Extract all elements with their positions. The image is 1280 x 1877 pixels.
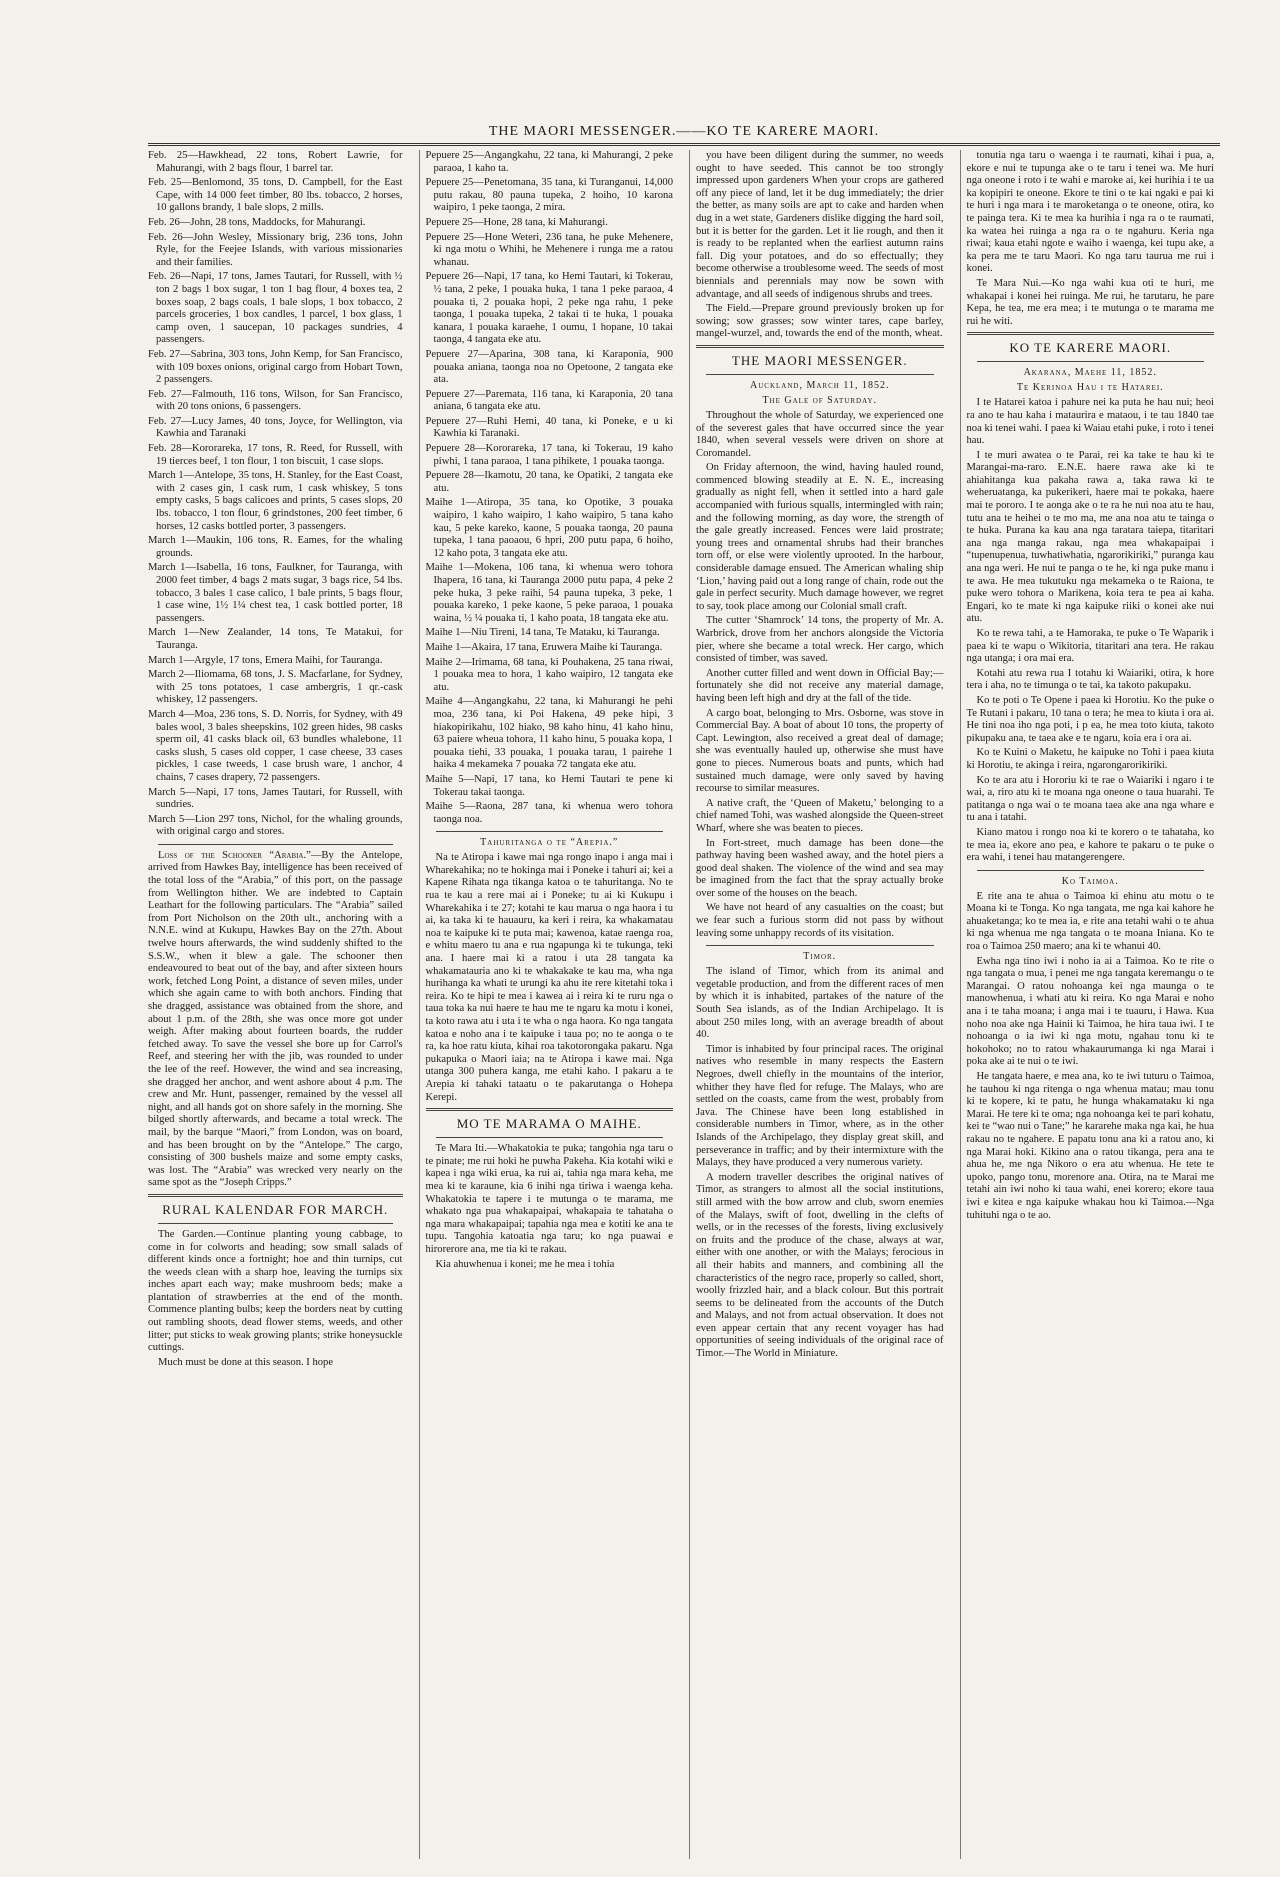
- kerinoa-article-paragraph: I te Hatarei katoa i pahure nei ka puta he hau nui; heoi ra ano te hau kaha i mataurira e mataou, i te tau 1840 tae noa ki tenei wahi. I paea ki Waiau etahi puke, i roto i tenei hau.: [966, 397, 1214, 447]
- kerinoa-article-paragraph: Ko te Kuini o Maketu, he kaipuke no Tohi i paea kiuta ki Horotiu, te akinga i reira, ngarongarorikiriki.: [966, 747, 1214, 771]
- kerinoa-article-paragraph: Kotahi atu rewa rua I totahu ki Waiariki, otira, k hore tera i aha, no te timunga o te tai, ka takoto pakupaku.: [966, 667, 1214, 692]
- shipping-list-english-paragraph: March 1—Maukin, 106 tons, R. Eames, for the whaling grounds.: [148, 535, 403, 559]
- shipping-list-english-paragraph: Feb. 28—Kororareka, 17 tons, R. Reed, for Russell, with 19 tierces beef, 1 ton flour, 1 ton biscuit, 1 case slops.: [148, 443, 403, 467]
- shipping-list-maori-paragraph: Pepuere 28—Kororareka, 17 tana, ki Tokerau, 19 kaho piwhi, 1 tana paraoa, 1 tana pihikete, 1 pouaka taonga.: [425, 443, 673, 467]
- gale-article-paragraph: A cargo boat, belonging to Mrs. Osborne, was stove in Commercial Bay. A boat of about 10 tons, the property of Capt. Lewington, also received a great deal of damage; she was eventually hauled up, otherwise she must have gone to pieces. Numerous boats and punts, which had sustained much damage, were only saved by having recourse to similar measures.: [696, 707, 944, 795]
- calendar-heading: RURAL KALENDAR FOR MARCH.: [162, 1201, 389, 1217]
- shipping-list-maori-paragraph: Maihe 1—Atiropa, 35 tana, ko Opotike, 3 pouaka waipiro, 1 kaho waipiro, 1 kaho waipiro, 5 tana kaho kau, 5 peke kareko, kaone, 5 pouaka taonga, 20 pauna tupeka, 1 tana paoaou, 6 hpri, 200 putu papa, 6 hoiho, 12 kaho pota, 3 tangata eke atu.: [425, 497, 673, 559]
- shipping-list-maori-paragraph: Maihe 1—Niu Tireni, 14 tana, Te Mataku, ki Tauranga.: [425, 627, 660, 639]
- masthead-english: THE MAORI MESSENGER.: [731, 352, 908, 368]
- shipping-list-english-paragraph: Feb. 26—Napi, 17 tons, James Tautari, for Russell, with ½ ton 2 bags 1 box sugar, 1 ton 1 bag flour, 4 boxes tea, 2 boxes soap, 2 bags coals, 1 bale slops, 1 box tobacco, 2 parcels groceries, 1 box candles, 1 parcel, 1 box glass, 1 camp oven, 1 saucepan, 10 packages sundries, 4 passengers.: [148, 271, 403, 346]
- timor-article-paragraph: The island of Timor, which from its animal and vegetable production, and from the different races of men by which it is inhabited, partakes of the nature of the South Sea islands, as of the Indian Archipelago. It is about 250 miles long, with an average breadth of about 40.: [696, 966, 944, 1041]
- marama-heading: MO TE MARAMA O MAIHE.: [456, 1116, 642, 1132]
- column-4: [960, 150, 1221, 1859]
- section-rule: [706, 945, 934, 946]
- timor-heading: Timor.: [803, 951, 837, 963]
- taimoa-article-paragraph: E rite ana te ahua o Taimoa ki ehinu atu motu o te Moana ki te Tonga. Ko nga tangata, me nga kai kahore he ahuaketanga; ko te mea ia, e rite ana tetahi wahi o te ahua ki nga whenua me nga tangata o te moana Iniana. Ko te roa o Taimoa 250 maero; ana ki te whanui 40.: [966, 890, 1214, 953]
- shipping-list-english-paragraph: Feb. 26—John, 28 tons, Maddocks, for Mahurangi.: [148, 216, 366, 228]
- shipping-list-maori-paragraph: Pepuere 27—Aparina, 308 tana, ki Karaponia, 900 pouaka aniana, taonga noa no Opetoone, 2 tangata eke ata.: [425, 348, 673, 386]
- section-rule: [967, 332, 1215, 335]
- gale-article-paragraph: A native craft, the ‘Queen of Maketu,’ belonging to a chief named Tohi, was washed alongside the Queen-street Wharf, where she was beaten to pieces.: [696, 797, 944, 834]
- shipping-list-english-paragraph: Feb. 27—Lucy James, 40 tons, Joyce, for Wellington, via Kawhia and Taranaki: [148, 415, 403, 440]
- maori-calendar-continued: tonutia nga taru o waenga i te raumati, kihai i pua, a, ekore e nui te tupunga ake o te taru i tenei wa. Me huri nga oneone i roto i te wahi e maroke ai, kei hurihia i te ua ka kopipiri te oneone. Ekore te tini o te kai ngaki e pai ki te huri i nga mara i te maroketanga o te oneone, otira, ko te painga tera. Ki te mea ka hurihia i nga ra o te raumati, ka watea hei ruinga a nga ra o te ngahuru. Keria nga riwai; kaua etahi ngote e waiho i waenga, kei tupu ake, a ka pera me te taru Maori. Ko nga taru taurua me rui i konei.: [966, 150, 1214, 275]
- shipping-list-english-paragraph: Feb. 25—Benlomond, 35 tons, D. Campbell, for the East Cape, with 14 000 feet timber, 80 lbs. tobacco, 2 horses, 10 gallons brandy, 1 bale slops, 2 mills.: [148, 177, 403, 214]
- marama-last-line: Kia ahuwhenua i konei; me he mea i tohia: [435, 1258, 615, 1270]
- shipping-list-maori-paragraph: Maihe 5—Napi, 17 tana, ko Hemi Tautari te pene ki Tokerau takai taonga.: [425, 773, 673, 798]
- shipping-list-maori-paragraph: Pepuere 27—Paremata, 116 tana, ki Karaponia, 20 tana aniana, 6 tangata eke atu.: [425, 388, 673, 413]
- section-rule: [696, 345, 944, 348]
- calendar-text: The Garden.—Continue planting young cabbage, to come in for colworts and heading; sow small salads of different kinds once a fortnight; hoe and thin turnips, cut the weeds clean with a sharp hoe, leaving the turnips six inches apart each way; make mushroom beds; make a plantation of strawberries at the end of the month. Commence planting bulbs; keep the borders neat by cutting out rambling shoots, dead flower stems, weeds, and other litter; put sticks to weak growing plants; strike honeysuckle cuttings.: [148, 1228, 403, 1354]
- section-rule: [977, 361, 1205, 362]
- taimoa-article-paragraph: He tangata haere, e mea ana, ko te iwi tuturu o Taimoa, he tauhou ki nga ritenga o nga whenua matau; mau tonu ki te kopere, ki te patu, he hunga whakamataku ki nga Marai. He tere ki te oma; nga nohoanga kei te pari kohatu, kei te “wao nui o Tane;” he kararehe maka nga kai, he hua rakau no te ngahere. E papatu tonu ana ki a ratou ano, ki nga Marai hoki. Kikino ana o ratou tikanga, pera ana te ahua he, me nga Nikoro o era atu whenua. He tete te upoko, pango tonu, morenore ana. Otira, na te Marai me tetahi ain iwi noho ki taua wahi, enei korero; ekore taua iwi e kitea e nga kaipuke whakau hou ki Taimoa.—Nga tuhituhi nga o te ao.: [966, 1071, 1214, 1221]
- gale-article-paragraph: In Fort-street, much damage has been done—the pathway having been washed away, and the hotel piers a good deal shaken. The violence of the wind and sea may be imagined from the fact that the spray actually broke over some of the houses on the beach.: [696, 837, 944, 899]
- gale-article: [696, 410, 944, 940]
- shipping-list-maori-paragraph: Pepuere 28—Ikamotu, 20 tana, ke Opatiki, 2 tangata eke atu.: [425, 470, 673, 494]
- shipping-list-english: [148, 150, 403, 839]
- shipping-list-english-paragraph: Feb. 27—Falmouth, 116 tons, Wilson, for San Francisco, with 20 tons onions, 6 passengers.: [148, 388, 403, 413]
- mara-nui-text: Te Mara Nui.—Ko nga wahi kua oti te huri, me whakapai i konei hei ruinga. Me rui, he tarutaru, he pare Kepa, he tea, me era mea; i te mutunga o te marama me rui he witi.: [966, 277, 1214, 327]
- section-rule: [436, 831, 664, 832]
- dateline-english: Auckland, March 11, 1852.: [750, 379, 890, 391]
- timor-article-paragraph: A modern traveller describes the original natives of Timor, as strangers to almost all the social institutions, still armed with the bow arrow and club, sworn enemies of the Malays, swift of foot, dwelling in the clefts of wells, or in the recesses of the forests, living exclusively on fruits and the produce of the chase, always at war, either with one another, or with the Malays; ferocious in all their habits and manners, and combining all the characteristics of the negro race, properly so called, short, woolly frizzled hair, and a black colour. But this portrait seems to be delineated from the accounts of the Dutch and Malays, and not from actual observation. It does not even appear certain that any recent voyager has had opportunities of seeing individuals of the original race of Timor.—The World in Miniature.: [696, 1171, 944, 1360]
- gale-heading: The Gale of Saturday.: [762, 394, 878, 406]
- arepia-text: Na te Atiropa i kawe mai nga rongo inapo i anga mai i Wharekahika; no te hokinga mai i Poneke i tahuri ai; kei a Kapene Rihata nga tikanga katoa o te tahuritanga. No te rua te kau a rere mai ai i Poneke; tu ai ki Kukupu i Wharekahika i te 27; kotahi te kau marua o nga haora i tu ai, ka taka ki te hauauru, ka keri i reira, ka whakamatau noa te kaipuke ki te puta mai; kawenoa, katae raenga roa, e whitu maero tu ana e rua ngapunga ki te tukunga, teki ana. I haere mai ki a ratou i uta 28 tangata ka whakamatauria ano ki te whakakake te kau ma, wha nga hurihanga ka whati te urungi ka ahu ite rere kitetahi toka i reira. Ko te hipi te mea i kawea ai i reira ki te ruru nga o taua toka ka nui haere te hau me te ngaru ka motu i konei, ta koto rawa atu i uta i te wha o nga haora. Ko nga tangata katoa e noho ana i te kaipuke i taua po; no te aonga o te ra, ka hoe ratu kiuta, kihai roa takotorongaka pakaru. Nga pukapuka o Maori iaia; na te Atiropa i kawe mai. Nga utanga 300 puhera kanga, me etahi kaho. I pakaru a te Arepia ki tahaki tataatu o te pakarutanga o Hohepa Kerepi.: [425, 852, 673, 1103]
- shipping-list-maori: [426, 150, 674, 826]
- section-rule: [158, 1223, 393, 1224]
- timor-article-paragraph: Timor is inhabited by four principal races. The original natives who resemble in many respects the Eastern Negroes, dwell chiefly in the mountains of the interior, whither they have fled for refuge. The Malays, who are settled on the coasts, came from the west, probably from Java. The Chinese have been long established in considerable numbers in Timor, where, as in the other Islands of the Archipelago, they display great skill, and perseverance in traffic; and by their intermixture with the Malays, they have produced a very numerous variety.: [696, 1043, 944, 1169]
- section-rule: [426, 1108, 674, 1111]
- shipping-list-english-paragraph: March 2—Iliomama, 68 tons, J. S. Macfarlane, for Sydney, with 25 tons potatoes, 1 case ambergris, 1 qr.-cask whiskey, 12 passengers.: [148, 669, 403, 706]
- shipping-list-english-paragraph: Feb. 27—Sabrina, 303 tons, John Kemp, for San Francisco, with 109 boxes onions, original cargo from Hobart Town, 2 passengers.: [148, 348, 403, 386]
- marama-text: Te Mara Iti.—Whakatokia te puka; tangohia nga taru o te pinate; me rui hoki he puwha Pakeha. Kia kotahi wiki e kapea i nga wiki erua, ka rui ai, tahia nga mara keha, me mea ki te karaune, kia 6 inihi nga tiriwa i waenga keha. Whakatokia te tapere i te mutunga o te marama, me whakato nga pua whakapaipai, whakapaia te tahataha o nga mara whakapaipai; tapahia nga mea e kotiti ke ana te tupu. Tangohia katoatia nga taru; ko nga puawai e hirorerore ana, me tia ki te rakau.: [425, 1143, 673, 1255]
- gale-article-paragraph: We have not heard of any casualties on the coast; but we fear such a furious storm did not pass by without leaving some unhappy records of its visitation.: [696, 902, 944, 939]
- arabia-text: By the Antelope, arrived from Hawkes Bay, intelligence has been received of the total loss of the “Arabia,” of this port, on the passage from Wellington hither. We are indebted to Captain Leathart for the following particulars. The “Arabia” sailed from Port Nicholson on the 20th ult., anchoring with a N.N.E. wind at Kukupu, Hawkes Bay on the 27th. About twelve hours afterwards, the wind suddenly shifted to the S.S.W., when it blew a gale. The schooner then endeavoured to beat out of the bay, and after sixteen hours work, fetched Long Point, a distance of seven miles, under which she again came to with both anchors. Finding that she dragged, assistance was obtained from the shore, and about 1 p.m. of the 28th, she was once more got under weigh. After making about fourteen boards, the rudder fetched away. To save the vessel she bore up for Carrol's Reef, and steering her with the jib, was rounded to under the lee of the reef. However, the wind and sea increasing, she dragged her anchor, and went ashore about 4 p.m. The crew and Mr. Hunt, passenger, remained by the vessel all night, and all hands got on shore safely in the morning. She bilged shortly afterwards, and became a total wreck. The mail, by the barque “Maori,” from London, was on board, and has been brought on by the “Antelope.” The cargo, consisting of 300 bushels maize and some empty casks, was lost. The “Arabia” was wrecked very nearly on the same spot as the “Joseph Cripps.”: [148, 849, 403, 1189]
- section-rule: [706, 374, 934, 375]
- shipping-list-english-paragraph: March 1—Isabella, 16 tons, Faulkner, for Tauranga, with 2000 feet timber, 4 bags 2 mats sugar, 3 bags rice, 54 lbs. tobacco, 3 bales 1 case calico, 1 bale prints, 5 bags flour, 1 case wine, 1½ 1¼ chest tea, 1 cask bottled porter, 18 passengers.: [148, 562, 403, 624]
- arabia-article: Loss of the Schooner “Arabia.”—By the Antelope, arrived from Hawkes Bay, intelligence has been received of the total loss of the “Arabia,” of this port, on the passage from Wellington hither. We are indebted to Captain Leathart for the following particulars. The “Arabia” sailed from Port Nicholson on the 20th ult., anchoring with a N.N.E. wind at Kukupu, Hawkes Bay on the 27th. About twelve hours afterwards, the wind suddenly shifted to the S.S.W., when it blew a gale. The schooner then endeavoured to beat out of the bay, and after sixteen hours work, fetched Long Point, a distance of seven miles, under which she again came to with both anchors. Finding that she dragged, assistance was obtained from the shore, and about 1 p.m. of the 28th, she was once more got under weigh. After making about fourteen boards, the rudder fetched away. To save the vessel she bore up for Carrol's Reef, and steering her with the jib, was rounded to under the lee of the reef. However, the wind and sea increasing, she dragged her anchor, and went ashore about 4 p.m. The crew and Mr. Hunt, passenger, remained by the vessel all night, and all hands got on shore safely in the morning. She bilged shortly afterwards, and became a total wreck. The mail, by the barque “Maori,” from London, was on board, and has been brought on by the “Antelope.” The cargo, consisting of 300 bushels maize and some empty casks, was lost. The “Arabia” was wrecked very nearly on the same spot as the “Joseph Cripps.”: [148, 849, 403, 1189]
- shipping-list-maori-paragraph: Pepuere 25—Penetomana, 35 tana, ki Turanganui, 14,000 putu rakau, 80 pauna tupeka, 2 hoiho, 10 karona waipiro, 1 peke taonga, 2 mira.: [425, 177, 673, 214]
- shipping-list-english-paragraph: March 5—Napi, 17 tons, James Tautari, for Russell, with sundries.: [148, 786, 403, 811]
- shipping-list-english-paragraph: March 1—Antelope, 35 tons, H. Stanley, for the East Coast, with 2 cases gin, 1 cask rum, 1 cask whiskey, 5 tons empty casks, 5 bags calicoes and prints, 5 cases slops, 20 lbs. tobacco, 1 ton flour, 6 grindstones, 200 feet timber, 6 horses, 12 casks bottled porter, 3 passengers.: [148, 470, 403, 532]
- column-3: [689, 150, 950, 1859]
- shipping-list-english-paragraph: March 1—New Zealander, 14 tons, Te Matakui, for Tauranga.: [148, 627, 403, 651]
- shipping-list-maori-paragraph: Pepuere 25—Hone Weteri, 236 tana, he puke Mehenere, ki nga motu o Whihi, he Mehenere i runga me a ratou whanau.: [425, 231, 673, 268]
- shipping-list-maori-paragraph: Maihe 5—Raona, 287 tana, ki whenua wero tohora taonga noa.: [425, 801, 673, 825]
- shipping-list-maori-paragraph: Pepuere 26—Napi, 17 tana, ko Hemi Tautari, ki Tokerau, ½ tana, 2 peke, 1 pouaka huka, 1 tana 1 peke paraoa, 4 pouaka ti, 2 pouaka hopi, 2 peke nga rahu, 1 peke taonga, 1 pouaka tupeka, 2 takai ti te huka, 1 pouaka kanara, 1 pouaka karaehe, 1 oumu, 1 hopane, 10 takai taonga, 4 tangata eke atu.: [425, 271, 673, 346]
- taimoa-heading: Ko Taimoa.: [1061, 875, 1119, 887]
- kerinoa-article-paragraph: Kiano matou i rongo noa ki te korero o te tahataha, ko te mea ia, ekore ano pea, e kahore te pakaru o te puke o era wahi, i tenei hau matangerengere.: [966, 826, 1214, 864]
- shipping-list-maori-paragraph: Maihe 4—Angangkahu, 22 tana, ki Mahurangi he pehi moa, 236 tana, ki Poi Hakena, 49 peke hipi, 3 hiakopirikahu, 102 hiako, 98 kaho hinu, 41 kaho hinu, 63 paiere wheua tohora, 11 kaho hinu, 5 pouaka kopa, 1 pouaka tiehi, 33 pouaka, 1 pouaka tarau, 1 pairehe 1 haika 4 mekameka 7 pouaka 72 tangata eke atu.: [425, 696, 673, 771]
- section-rule: [436, 1137, 664, 1138]
- taimoa-article-paragraph: Ewha nga tino iwi i noho ia ai a Taimoa. Ko te rite o nga tangata o mua, i penei me nga tangata keremangu o te Marangai. O ratou nohoanga kei nga maunga o te manowhenua, i whati atu ki reira. Ko nga Marai e noho ana i te taha moana; i anga mai i te tuauru, i Hawa. Kua noho noa ake nga Hainii ki Taimoa, he hira taua iwi. I te nohoanga o ia iwi ki nga motu, ngahau tonu ki te hokohoko; no to ratou whakaurumanga ki nga Marai i poka ake ai te nui o te iwi.: [966, 955, 1214, 1068]
- column-2: [419, 150, 680, 1859]
- gale-article-paragraph: On Friday afternoon, the wind, having hauled round, commenced blowing steadily at E. N. E., increasing gradually as night fell, when it settled into a hard gale accompanied with furious squalls, intermingled with rain; and the following morning, as day wore, the strength of the gale greatly increased. Fences were laid prostrate; young trees and ornamental shrubs had their branches torn off, or else were violently uprooted. In the harbour, considerable damage ensued. The American whaling ship ‘Lion,’ having paid out a long range of chain, rode out the gale in perfect security. Much damage however, we regret to say, took place among our Colonial small craft.: [696, 462, 944, 612]
- calendar-continued: you have been diligent during the summer, no weeds ought to have seeded. This cannot be too strongly impressed upon gardeners When your crops are gathered off any piece of land, let it be dug immediately; the drier the better, as many soils are apt to cake and harden when dug in a wet state, Gardeners dislike digging the hard soil, but it is better for the garden. Let it lie rough, and then it is ready to be replanted when the earliest autumn rains fall. Dig your potatoes, and do so effectually; they become otherwise a troublesome weed. The seeds of most biennials and perennials may now be sown with advantage, and all seeds of indigenous shrubs and trees.: [696, 150, 944, 300]
- kerinoa-article-paragraph: Ko te rewa tahi, a te Hamoraka, te puke o Te Waparik i paea ki te wapu o Wikitoria, titaritari ana tera. He rakau nga utanga; i ora mai era.: [966, 628, 1214, 665]
- section-rule: [148, 1194, 403, 1197]
- timor-article: [696, 966, 944, 1360]
- section-rule: [977, 870, 1205, 871]
- arabia-title: Loss of the Schooner “Arabia.”: [158, 849, 311, 861]
- gale-article-paragraph: Another cutter filled and went down in Official Bay;—fortunately she did not receive any material damage, having been left high and dry at the fall of the tide.: [696, 667, 944, 704]
- kerinoa-heading: Te Kerinoa Hau i te Hatarei.: [1016, 382, 1164, 394]
- field-text: The Field.—Prepare ground previously broken up for sowing; sow grasses; sow winter tares, cape barley, mangel-wurzel, and, towards the end of the month, wheat.: [696, 303, 944, 340]
- kerinoa-article: [967, 397, 1215, 864]
- kerinoa-article-paragraph: Ko te poti o Te Opene i paea ki Horotiu. Ko the puke o Te Rutani i pakaru, 10 tana o tera; he mea to kiuta i ora ai. He tini noa iho nga poti, i p ea, he mea toto kiuta, takoto pikupaku ana, te taea ake e te ngaru, koia era i ora ai.: [966, 694, 1214, 744]
- shipping-list-maori-paragraph: Pepuere 27—Ruhi Hemi, 40 tana, ki Poneke, e u ki Kawhia ki Taranaki.: [425, 415, 673, 440]
- shipping-list-maori-paragraph: Maihe 1—Mokena, 106 tana, ki whenua wero tohora Ihapera, 16 tana, ki Tauranga 2000 putu papa, 4 peke 2 peke huka, 3 peke raihi, 54 pauna tupeka, 3 peke, 1 pouaka kareko, 1 peke kaone, 5 peke paraoa, 1 pouaka waina, ½ ¼ pouaka ti, 1 kaho poata, 18 tangata eke atu.: [425, 562, 673, 624]
- running-head: THE MAORI MESSENGER.——KO TE KARERE MAORI.: [148, 124, 1220, 146]
- columns: [148, 150, 1220, 1859]
- shipping-list-maori-paragraph: Maihe 2—Irimama, 68 tana, ki Pouhakena, 25 tana riwai, 1 pouaka mea to hora, 1 kaho waipiro, 12 tangata eke atu.: [425, 656, 673, 693]
- shipping-list-maori-paragraph: Pepuere 25—Hone, 28 tana, ki Mahurangi.: [425, 216, 608, 228]
- shipping-list-maori-paragraph: Maihe 1—Akaira, 17 tana, Eruwera Maihe ki Tauranga.: [425, 641, 663, 653]
- shipping-list-english-paragraph: March 1—Argyle, 17 tons, Emera Maihi, for Tauranga.: [148, 654, 383, 666]
- section-rule: [158, 844, 393, 845]
- calendar-last-line: Much must be done at this season. I hope: [158, 1356, 334, 1368]
- gale-article-paragraph: The cutter ‘Shamrock’ 14 tons, the property of Mr. A. Warbrick, drove from her anchors alongside the Victoria pier, where she became a total wreck. Her cargo, which consisted of timber, was saved.: [696, 615, 944, 665]
- gale-article-paragraph: Throughout the whole of Saturday, we experienced one of the severest gales that have occurred since the year 1840, when several vessels were driven on shore at Coromandel.: [696, 409, 944, 459]
- shipping-list-maori-paragraph: Pepuere 25—Angangkahu, 22 tana, ki Mahurangi, 2 peke paraoa, 1 kaho ta.: [425, 150, 673, 174]
- shipping-list-english-paragraph: Feb. 25—Hawkhead, 22 tons, Robert Lawrie, for Mahurangi, with 2 bags flour, 1 barrel tar.: [148, 150, 403, 174]
- kerinoa-article-paragraph: Ko te ara atu i Hororiu ki te rae o Waiariki i ngaro i te wai, a, riro atu ki te moana nga oneone o taua huarahi. Te patitanga o nga wai o te moana taea ake ana nga whare e tu ana i tatahi.: [966, 774, 1214, 824]
- shipping-list-english-paragraph: March 5—Lion 297 tons, Nichol, for the whaling grounds, with original cargo and stores.: [148, 813, 403, 838]
- column-1: [148, 150, 409, 1859]
- shipping-list-english-paragraph: March 4—Moa, 236 tons, S. D. Norris, for Sydney, with 49 bales wool, 3 bales sheepskins, 102 green hides, 98 casks sperm oil, 41 casks black oil, 63 bundles whalebone, 11 casks slush, 5 cases old copper, 1 case cheese, 33 cases pickles, 1 case tweeds, 1 case brush ware, 1 anchor, 4 chains, 7 cases drapery, 72 passengers.: [148, 708, 403, 783]
- arepia-heading: Tahuritanga o te “Arepia.”: [480, 837, 619, 849]
- dateline-maori: Akarana, Maehe 11, 1852.: [1023, 367, 1157, 379]
- masthead-maori: KO TE KARERE MAORI.: [1009, 340, 1172, 356]
- taimoa-article: [967, 891, 1215, 1222]
- kerinoa-article-paragraph: I te muri awatea o te Parai, rei ka take te hau ki te Marangai-ma-raro. E.N.E. haere rawa ake ki te ahiahitanga kua pakaha rawa a, taka rawa ki te weheruatanga, ka pukerikeri, haere mai te pokaka, haere mai te pororo. I te aonga ake o te ra he nui noa atu te hau, tutu ana te heihei o te mo ma, me ana noa atu te tainga o te huka. Purana ka kau ana nga taratara taiepa, titaritari ana nga manga rakau, nga mea whakapaipai i “tupenupenua, tuwhatiwhatia, ngarorikiriki,” puranga kau ana nga weri. He nui te panga o te he, ki nga puke manu i te awa. He mea tukutuku nga mekameka o te Raiona, te puke wero tohora o Marikena, koia tera te pea ai kaha. Engari, ko te mate ki nga kaipuke riiki o konei ake nui atu.: [966, 449, 1214, 625]
- shipping-list-english-paragraph: Feb. 26—John Wesley, Missionary brig, 236 tons, John Ryle, for the Feejee Islands, with various missionaries and their families.: [148, 231, 403, 268]
